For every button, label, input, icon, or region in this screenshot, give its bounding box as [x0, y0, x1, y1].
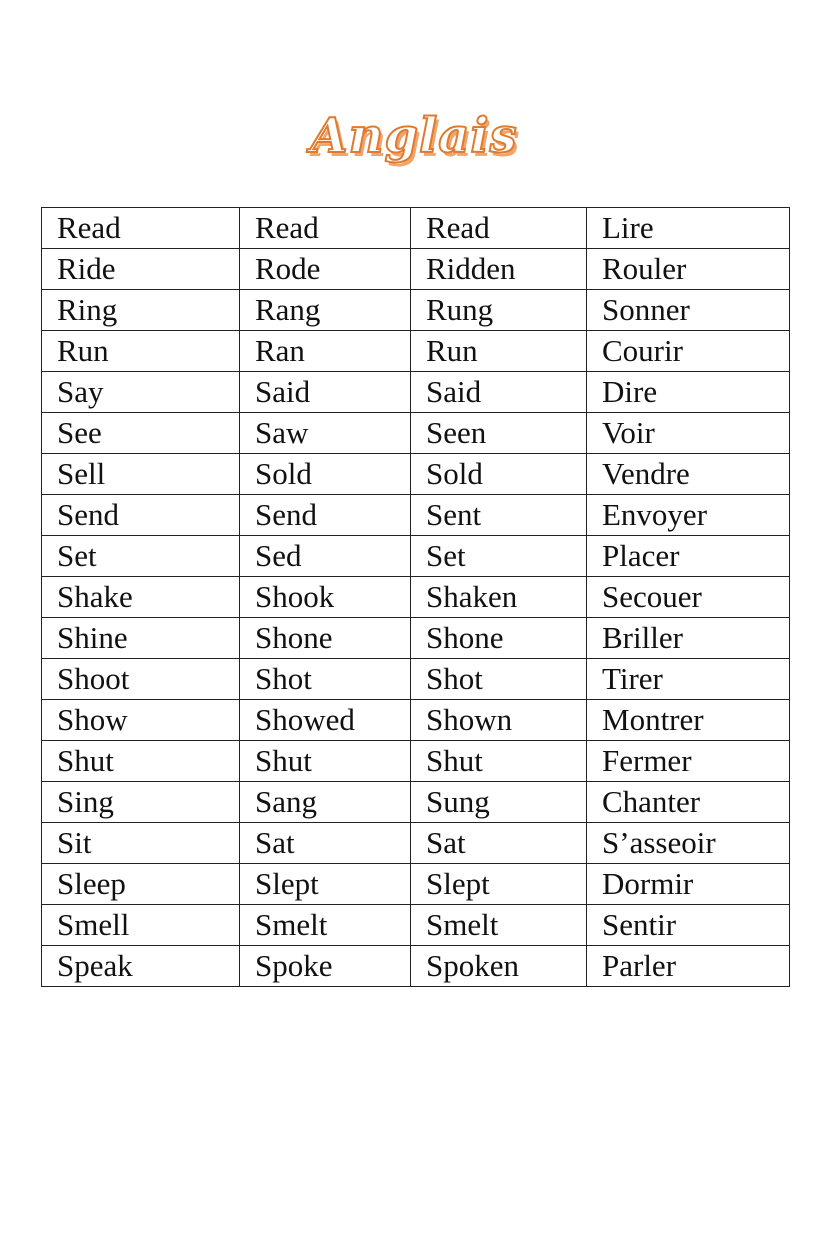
cell-infinitive: Ride [42, 249, 240, 290]
cell-past-simple: Shot [240, 659, 411, 700]
table-row [42, 331, 790, 372]
cell-past-simple: Send [240, 495, 411, 536]
cell-past-participle: Sat [411, 823, 587, 864]
table-row [42, 823, 790, 864]
cell-past-participle: Shown [411, 700, 587, 741]
cell-infinitive: See [42, 413, 240, 454]
table-row [42, 249, 790, 290]
cell-past-simple: Sat [240, 823, 411, 864]
cell-past-participle: Said [411, 372, 587, 413]
cell-past-simple: Showed [240, 700, 411, 741]
table-row [42, 741, 790, 782]
cell-past-simple: Smelt [240, 905, 411, 946]
cell-infinitive: Run [42, 331, 240, 372]
cell-past-participle: Read [411, 208, 587, 249]
cell-past-participle: Shone [411, 618, 587, 659]
cell-translation: Rouler [587, 249, 790, 290]
cell-infinitive: Ring [42, 290, 240, 331]
cell-infinitive: Shut [42, 741, 240, 782]
table-row [42, 290, 790, 331]
cell-past-participle: Shut [411, 741, 587, 782]
cell-translation: Dormir [587, 864, 790, 905]
cell-infinitive: Shake [42, 577, 240, 618]
cell-infinitive: Shine [42, 618, 240, 659]
cell-past-simple: Slept [240, 864, 411, 905]
table-row [42, 864, 790, 905]
cell-past-participle: Smelt [411, 905, 587, 946]
cell-past-participle: Sold [411, 454, 587, 495]
cell-translation: Placer [587, 536, 790, 577]
cell-past-simple: Rang [240, 290, 411, 331]
cell-past-participle: Run [411, 331, 587, 372]
table-row [42, 208, 790, 249]
cell-infinitive: Sleep [42, 864, 240, 905]
cell-past-participle: Set [411, 536, 587, 577]
cell-past-participle: Shaken [411, 577, 587, 618]
cell-translation: Tirer [587, 659, 790, 700]
cell-past-participle: Rung [411, 290, 587, 331]
cell-translation: Envoyer [587, 495, 790, 536]
table-row [42, 946, 790, 987]
table-row [42, 618, 790, 659]
cell-translation: Sentir [587, 905, 790, 946]
cell-past-participle: Shot [411, 659, 587, 700]
cell-infinitive: Show [42, 700, 240, 741]
cell-infinitive: Read [42, 208, 240, 249]
cell-infinitive: Say [42, 372, 240, 413]
cell-infinitive: Sit [42, 823, 240, 864]
cell-past-simple: Sang [240, 782, 411, 823]
cell-past-participle: Slept [411, 864, 587, 905]
cell-infinitive: Send [42, 495, 240, 536]
cell-past-simple: Said [240, 372, 411, 413]
verb-table-body [42, 208, 790, 987]
cell-translation: Chanter [587, 782, 790, 823]
table-row [42, 495, 790, 536]
cell-translation: Montrer [587, 700, 790, 741]
cell-translation: Briller [587, 618, 790, 659]
table-row [42, 659, 790, 700]
cell-infinitive: Sell [42, 454, 240, 495]
cell-translation: Sonner [587, 290, 790, 331]
cell-past-simple: Read [240, 208, 411, 249]
cell-infinitive: Set [42, 536, 240, 577]
cell-translation: Lire [587, 208, 790, 249]
cell-infinitive: Smell [42, 905, 240, 946]
cell-translation: Courir [587, 331, 790, 372]
cell-translation: Voir [587, 413, 790, 454]
cell-infinitive: Shoot [42, 659, 240, 700]
cell-past-simple: Sold [240, 454, 411, 495]
cell-past-simple: Shone [240, 618, 411, 659]
table-row [42, 905, 790, 946]
cell-past-simple: Ran [240, 331, 411, 372]
table-row [42, 536, 790, 577]
table-row [42, 782, 790, 823]
cell-translation: Dire [587, 372, 790, 413]
verb-table [41, 207, 790, 987]
cell-translation: Parler [587, 946, 790, 987]
cell-translation: Vendre [587, 454, 790, 495]
table-row [42, 577, 790, 618]
cell-translation: Secouer [587, 577, 790, 618]
cell-past-simple: Shut [240, 741, 411, 782]
cell-translation: Fermer [587, 741, 790, 782]
table-row [42, 700, 790, 741]
cell-translation: S’asseoir [587, 823, 790, 864]
cell-past-simple: Saw [240, 413, 411, 454]
cell-past-participle: Seen [411, 413, 587, 454]
cell-past-participle: Spoken [411, 946, 587, 987]
cell-infinitive: Speak [42, 946, 240, 987]
cell-past-participle: Ridden [411, 249, 587, 290]
cell-past-participle: Sent [411, 495, 587, 536]
table-row [42, 413, 790, 454]
cell-infinitive: Sing [42, 782, 240, 823]
table-row [42, 454, 790, 495]
cell-past-simple: Sed [240, 536, 411, 577]
page-title: Anglais [310, 108, 518, 164]
cell-past-simple: Shook [240, 577, 411, 618]
cell-past-simple: Spoke [240, 946, 411, 987]
cell-past-participle: Sung [411, 782, 587, 823]
table-row [42, 372, 790, 413]
cell-past-simple: Rode [240, 249, 411, 290]
